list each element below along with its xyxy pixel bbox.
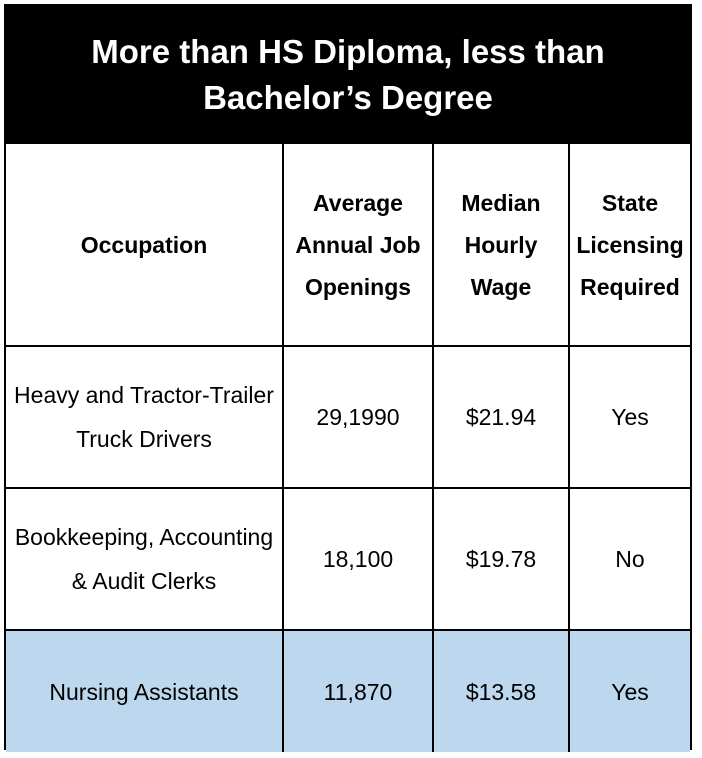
header-job-openings: Average Annual Job Openings <box>283 144 433 346</box>
table-frame <box>4 4 692 750</box>
table-row <box>6 488 690 630</box>
header-licensing: State Licensing Required <box>569 144 690 346</box>
job-openings-cell: 11,870 <box>283 630 433 752</box>
hourly-wage-cell: $19.78 <box>433 488 569 630</box>
occupation-cell: Nursing Assistants <box>6 630 283 752</box>
occupation-cell: Bookkeeping, Accounting & Audit Clerks <box>6 488 283 630</box>
job-openings-cell: 29,1990 <box>283 346 433 488</box>
licensing-cell: Yes <box>569 346 690 488</box>
table-title: More than HS Diploma, less than Bachelor’s Degree <box>6 6 690 144</box>
licensing-cell: Yes <box>569 630 690 752</box>
job-openings-cell: 18,100 <box>283 488 433 630</box>
occupation-cell: Heavy and Tractor-Trailer Truck Drivers <box>6 346 283 488</box>
hourly-wage-cell: $13.58 <box>433 630 569 752</box>
header-hourly-wage: Median Hourly Wage <box>433 144 569 346</box>
hourly-wage-cell: $21.94 <box>433 346 569 488</box>
table-row <box>6 346 690 488</box>
licensing-cell: No <box>569 488 690 630</box>
table-row-highlighted <box>6 630 690 752</box>
occupation-table <box>6 144 690 752</box>
header-occupation: Occupation <box>6 144 283 346</box>
header-row <box>6 144 690 346</box>
